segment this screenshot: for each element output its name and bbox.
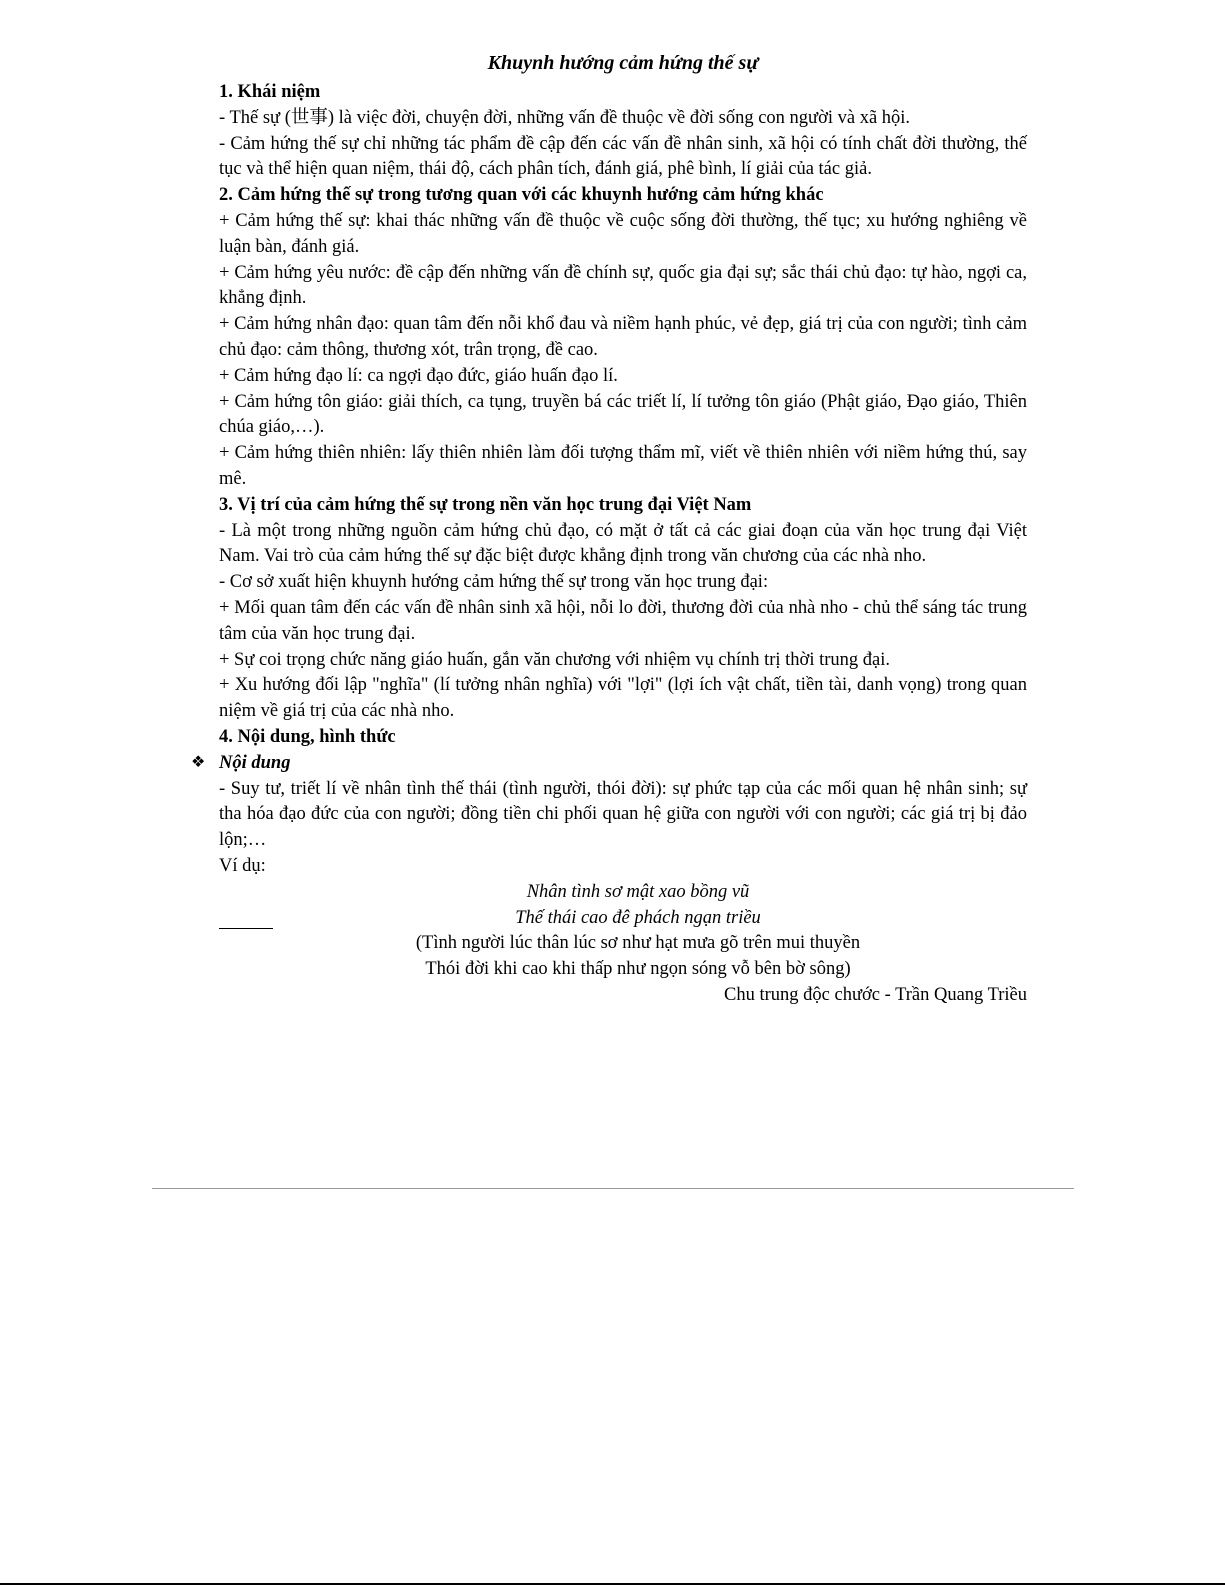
section-1-paragraph: - Thế sự (世事) là việc đời, chuyện đời, những vấn đề thuộc về đời sống con người và xã hội.: [219, 107, 911, 128]
section-3-paragraph: - Cơ sở xuất hiện khuynh hướng cảm hứng thế sự trong văn học trung đại:: [219, 572, 769, 593]
example-label: Ví dụ:: [219, 855, 266, 876]
section-3-paragraph: + Xu hướng đối lập "nghĩa" (lí tưởng nhân nghĩa) với "lợi" (lợi ích vật chất, tiền tài, danh vọng) trong quan niệm về giá trị của các nhà nho.: [219, 675, 1027, 722]
poem-line: Thế thái cao đê phách ngạn triều: [515, 907, 761, 928]
short-divider: [219, 928, 273, 929]
section-2-paragraph: + Cảm hứng thiên nhiên: lấy thiên nhiên làm đối tượng thẩm mĩ, viết về thiên nhiên với niềm hứng thú, say mê.: [219, 443, 1027, 489]
translation-line: (Tình người lúc thân lúc sơ như hạt mưa gõ trên mui thuyền: [415, 933, 861, 954]
diamond-bullet-icon: ❖: [191, 751, 206, 771]
document-body: [191, 50, 1027, 1009]
content-subheading: [191, 751, 1027, 777]
poem-line: Nhân tình sơ mật xao bồng vũ: [526, 881, 750, 902]
section-2-heading: 2. Cảm hứng thế sự trong tương quan với các khuynh hướng cảm hứng khác: [219, 185, 824, 206]
section-3-paragraph: + Mối quan tâm đến các vấn đề nhân sinh xã hội, nỗi lo đời, thương đời của nhà nho - chủ thể sáng tác trung tâm của văn học trung đại.: [219, 597, 1027, 644]
poem-example: [219, 880, 1027, 1009]
section-3-heading: 3. Vị trí của cảm hứng thế sự trong nền văn học trung đại Việt Nam: [219, 494, 752, 515]
section-2-paragraph: + Cảm hứng yêu nước: đề cập đến những vấn đề chính sự, quốc gia đại sự; sắc thái chủ đạo: tự hào, ngợi ca, khẳng định.: [219, 262, 1027, 309]
poem-source: Chu trung độc chước - Trần Quang Triều: [724, 984, 1027, 1005]
section-3-paragraph: + Sự coi trọng chức năng giáo huấn, gắn văn chương với nhiệm vụ chính trị thời trung đại.: [219, 649, 890, 670]
section-1-paragraph: - Cảm hứng thế sự chỉ những tác phẩm đề cập đến các vấn đề nhân sinh, xã hội có tính chất đời thường, thế tục và thể hiện quan niệm, thái độ, cách phân tích, đánh giá, phê bình, lí giải của tác giả.: [219, 133, 1027, 180]
section-2-paragraph: + Cảm hứng đạo lí: ca ngợi đạo đức, giáo huấn đạo lí.: [219, 365, 618, 386]
section-3-paragraph: - Là một trong những nguồn cảm hứng chủ đạo, có mặt ở tất cả các giai đoạn của văn học trung đại Việt Nam. Vai trò của cảm hứng thế sự đặc biệt được khẳng định trong văn chương của các nhà nho.: [219, 520, 1027, 567]
page-divider: [152, 1188, 1074, 1189]
section-2-paragraph: + Cảm hứng nhân đạo: quan tâm đến nỗi khổ đau và niềm hạnh phúc, vẻ đẹp, giá trị của con người; tình cảm chủ đạo: cảm thông, thương xót, trân trọng, đề cao.: [219, 314, 1027, 360]
content-subheading-label: Nội dung: [219, 752, 291, 773]
document-title: Khuynh hướng cảm hứng thế sự: [487, 52, 759, 74]
section-1-heading: 1. Khái niệm: [219, 82, 321, 102]
translation-line: Thói đời khi cao khi thấp như ngọn sóng vỗ bên bờ sông): [425, 959, 851, 980]
section-4-paragraph: - Suy tư, triết lí về nhân tình thế thái (tình người, thói đời): sự phức tạp của các mối quan hệ nhân sinh; sự tha hóa đạo đức của con người; đồng tiền chi phối quan hệ giữa con người với con người; các giá trị bị đảo lộn;…: [219, 778, 1027, 851]
section-2-paragraph: + Cảm hứng tôn giáo: giải thích, ca tụng, truyền bá các triết lí, lí tưởng tôn giáo (Phật giáo, Đạo giáo, Thiên chúa giáo,…).: [219, 391, 1027, 438]
section-4-heading: 4. Nội dung, hình thức: [219, 726, 396, 747]
section-2-paragraph: + Cảm hứng thế sự: khai thác những vấn đề thuộc về cuộc sống đời thường, thế tục; xu hướng nghiêng về luận bàn, đánh giá.: [219, 210, 1027, 257]
